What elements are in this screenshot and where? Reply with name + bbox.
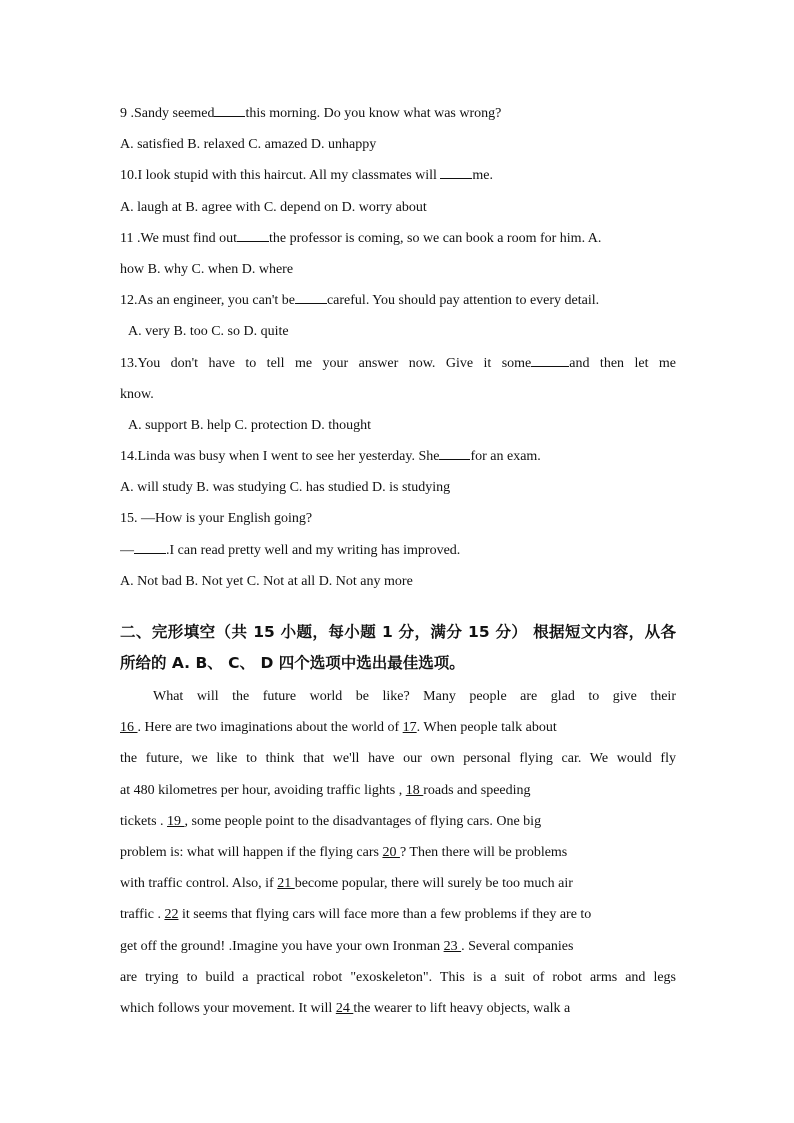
section-2-instruction: 所给的 A. B、 C、 D 四个选项中选出最佳选项。 <box>120 654 465 672</box>
q15-dash: — <box>120 542 134 558</box>
blank-20: 20 <box>382 844 400 860</box>
q15-text-post: .I can read pretty well and my writing has improved. <box>166 542 461 558</box>
q9-text-pre: 9 .Sandy seemed <box>120 106 215 121</box>
passage-line-4 <box>120 775 676 806</box>
q9-text-post: this morning. Do you know what was wrong? <box>245 106 502 121</box>
passage-line-3: the future, we like to think that we'll have our own personal flying car. We would fly <box>120 751 676 767</box>
question-11 <box>120 223 676 254</box>
passage-line-9 <box>120 931 676 962</box>
q12-text-pre: 12.As an engineer, you can't be <box>120 293 295 309</box>
q11-text-post: the professor is coming, so we can book a room for him. A. <box>268 230 602 246</box>
passage-line-5 <box>120 806 676 837</box>
blank-18: 18 <box>405 782 424 798</box>
q15-options: A. Not bad B. Not yet C. Not at all D. Not any more <box>120 573 413 589</box>
q14-options: A. will study B. was studying C. has studied D. is studying <box>120 480 451 496</box>
passage-text: with traffic control. Also, if <box>120 876 278 892</box>
question-12 <box>120 285 676 316</box>
question-9 <box>120 98 676 129</box>
passage-line-2 <box>120 712 676 743</box>
q9-blank <box>214 104 245 117</box>
q12-blank <box>295 291 327 304</box>
passage-text: roads and speeding <box>423 782 531 798</box>
q13-options: A. support B. help C. protection D. thought <box>128 417 372 433</box>
cloze-passage <box>120 681 676 1024</box>
passage-text: problem is: what will happen if the flying cars <box>120 844 383 860</box>
q13-continuation: know. <box>120 386 154 402</box>
q14-text-post: for an exam. <box>470 449 541 465</box>
blank-21: 21 <box>277 876 295 892</box>
passage-text: at 480 kilometres per hour, avoiding traffic lights , <box>120 782 406 798</box>
passage-text: the wearer to lift heavy objects, walk a <box>353 1000 571 1016</box>
q13-text-pre: 13.You don't have to tell me your answer now. Give it some <box>120 355 532 371</box>
passage-text: get off the ground! .Imagine you have your own Ironman <box>120 938 444 954</box>
q10-text-post: me. <box>472 168 494 184</box>
passage-text: it seems that flying cars will face more than a few problems if they are to <box>178 907 592 923</box>
passage-text: . Here are two imaginations about the world of <box>137 720 403 736</box>
q11-text-pre: 11 .We must find out <box>120 230 237 246</box>
passage-text: traffic . <box>120 907 165 923</box>
blank-24: 24 <box>335 1000 354 1016</box>
passage-text: , some people point to the disadvantages of flying cars. One big <box>184 813 542 829</box>
passage-line-7 <box>120 868 676 899</box>
passage-text: . When people talk about <box>416 720 557 736</box>
question-14 <box>120 441 676 472</box>
q10-blank <box>440 166 472 179</box>
passage-line-11 <box>120 993 676 1024</box>
passage-line-8 <box>120 899 676 930</box>
passage-text: tickets . <box>120 813 168 829</box>
blank-16: 16 <box>120 720 138 736</box>
q14-blank <box>439 447 470 460</box>
q14-text-pre: 14.Linda was busy when I went to see her yesterday. She <box>120 449 440 465</box>
section-2-title: 二、完形填空（共 15 小题，每小题 1 分，满分 15 分） 根据短文内容，从各 <box>120 623 676 641</box>
q13-blank <box>531 354 569 367</box>
passage-line-6 <box>120 837 676 868</box>
q11-options: how B. why C. when D. where <box>120 261 294 277</box>
question-13 <box>120 348 676 379</box>
q10-options: A. laugh at B. agree with C. depend on D. worry about <box>120 199 427 215</box>
question-10 <box>120 160 676 191</box>
passage-text: . Several companies <box>461 938 574 954</box>
q12-text-post: careful. You should pay attention to every detail. <box>326 293 600 309</box>
q10-text-pre: 10.I look stupid with this haircut. All my classmates will <box>120 168 441 184</box>
blank-19: 19 <box>167 813 185 829</box>
q15-blank <box>134 541 166 554</box>
q13-text-post: and then let me <box>569 355 676 371</box>
passage-text: become popular, there will surely be too much air <box>294 876 573 892</box>
passage-text: which follows your movement. It will <box>120 1000 336 1016</box>
blank-17: 17 <box>402 720 417 736</box>
blank-23: 23 <box>443 938 462 954</box>
passage-line-10: are trying to build a practical robot "exoskeleton". This is a suit of robot arms and legs <box>120 969 676 985</box>
q15-answer-line <box>120 535 676 566</box>
passage-line-1: What will the future world be like? Many people are glad to give their <box>153 689 676 704</box>
blank-22: 22 <box>164 907 179 923</box>
passage-text: ? Then there will be problems <box>399 844 568 860</box>
q11-blank <box>237 229 269 242</box>
document-page <box>120 98 676 1024</box>
q12-options: A. very B. too C. so D. quite <box>128 324 289 340</box>
q9-options: A. satisfied B. relaxed C. amazed D. unhappy <box>120 137 377 153</box>
question-15: 15. —How is your English going? <box>120 511 313 527</box>
